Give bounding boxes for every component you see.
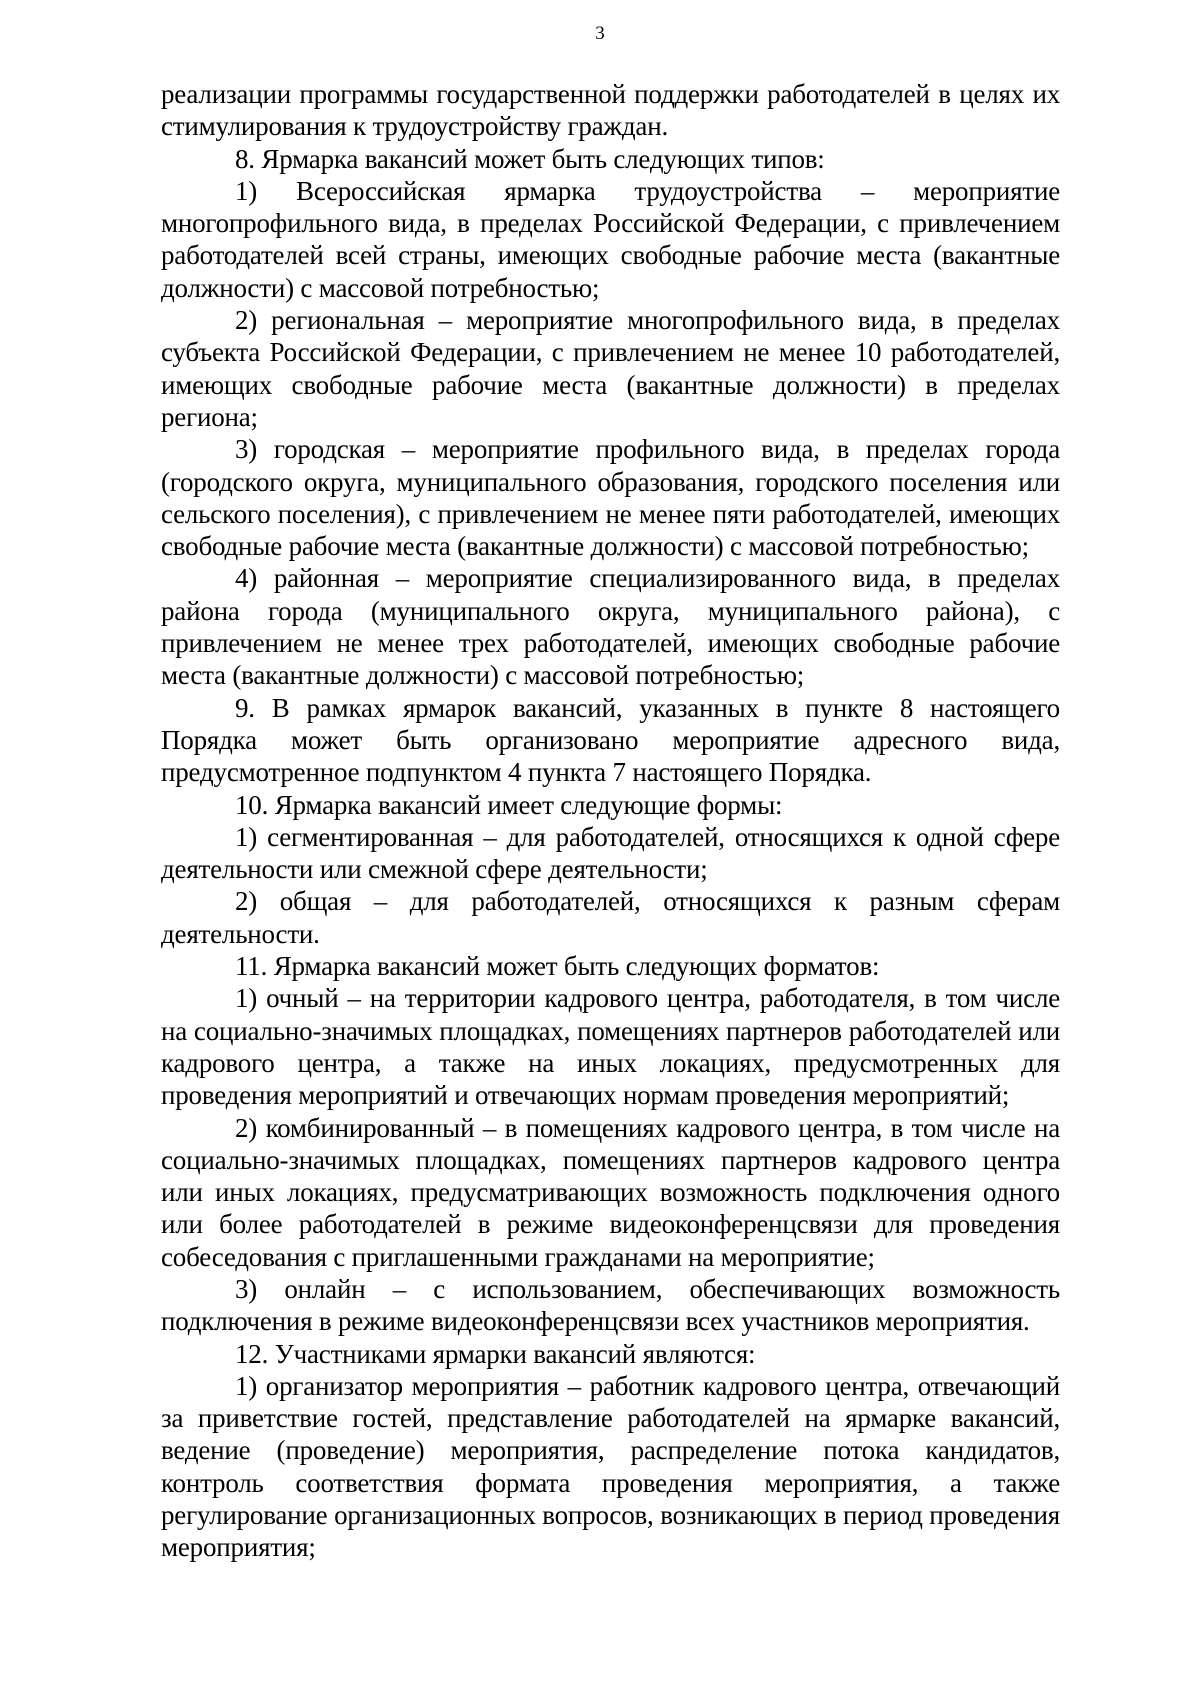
paragraph-10-2: 2) общая – для работодателей, относящихся к разным сферам деятельности. (161, 886, 1060, 949)
paragraph-8-2: 2) региональная – мероприятие многопрофильного вида, в пределах субъекта Российской Федерации, с привлечением не менее 10 работодателей, имеющих свободные рабочие места (вакантные должности) в пределах региона; (161, 305, 1060, 432)
paragraph-11-1: 1) очный – на территории кадрового центра, работодателя, в том числе на социально-значимых площадках, помещениях партнеров работодателей или кадрового центра, а также на иных локациях, предусмотренных для проведения мероприятий и отвечающих нормам проведения мероприятий; (161, 983, 1060, 1111)
paragraph-8-3: 3) городская – мероприятие профильного вида, в пределах города (городского округа, муниципального образования, городского поселения или сельского поселения), с привлечением не менее пяти работодателей, имеющих свободные рабочие места (вакантные должности) с массовой потребностью; (161, 434, 1060, 562)
paragraph-item-9: 9. В рамках ярмарок вакансий, указанных в пункте 8 настоящего Порядка может быть организовано мероприятие адресного вида, предусмотренное подпунктом 4 пункта 7 настоящего Порядка. (161, 692, 1060, 788)
paragraph-10-1: 1) сегментированная – для работодателей, относящихся к одной сфере деятельности или смежной сфере деятельности; (161, 821, 1060, 885)
paragraph-12-1: 1) организатор мероприятия – работник кадрового центра, отвечающий за приветствие гостей, представление работодателей на ярмарке вакансий, ведение (проведение) мероприятия, распределение потока кандидатов, контроль соответствия формата проведения мероприятия, а также регулирование организационных вопросов, возникающих в период проведения мероприятия; (161, 1370, 1060, 1563)
document-body (161, 78, 1060, 1564)
paragraph-8-4: 4) районная – мероприятие специализированного вида, в пределах района города (муниципального округа, муниципального района), с привлечением не менее трех работодателей, имеющих свободные рабочие места (вакантные должности) с массовой потребностью; (161, 563, 1060, 691)
paragraph-8-1: 1) Всероссийская ярмарка трудоустройства – мероприятие многопрофильного вида, в пределах Российской Федерации, с привлечением работодателей всей страны, имеющих свободные рабочие места (вакантные должности) с массовой потребностью; (161, 175, 1060, 303)
paragraph-item-12: 12. Участниками ярмарки вакансий являются: (235, 1338, 756, 1369)
page-number: 3 (595, 23, 605, 44)
paragraph-continuation: реализации программы государственной поддержки работодателей в целях их стимулирования к трудоустройству граждан. (161, 79, 1060, 142)
paragraph-item-8: 8. Ярмарка вакансий может быть следующих типов: (235, 143, 825, 174)
paragraph-11-2: 2) комбинированный – в помещениях кадрового центра, в том числе на социально-значимых площадках, помещениях партнеров кадрового центра или иных локациях, предусматривающих возможность подключения одного или более работодателей в режиме видеоконференцсвязи для проведения собеседования с приглашенными гражданами на мероприятие; (161, 1112, 1060, 1272)
paragraph-item-10: 10. Ярмарка вакансий имеет следующие формы: (235, 789, 783, 820)
paragraph-11-3: 3) онлайн – с использованием, обеспечивающих возможность подключения в режиме видеоконференцсвязи всех участников мероприятия. (161, 1273, 1060, 1337)
paragraph-item-11: 11. Ярмарка вакансий может быть следующих форматов: (235, 951, 880, 982)
